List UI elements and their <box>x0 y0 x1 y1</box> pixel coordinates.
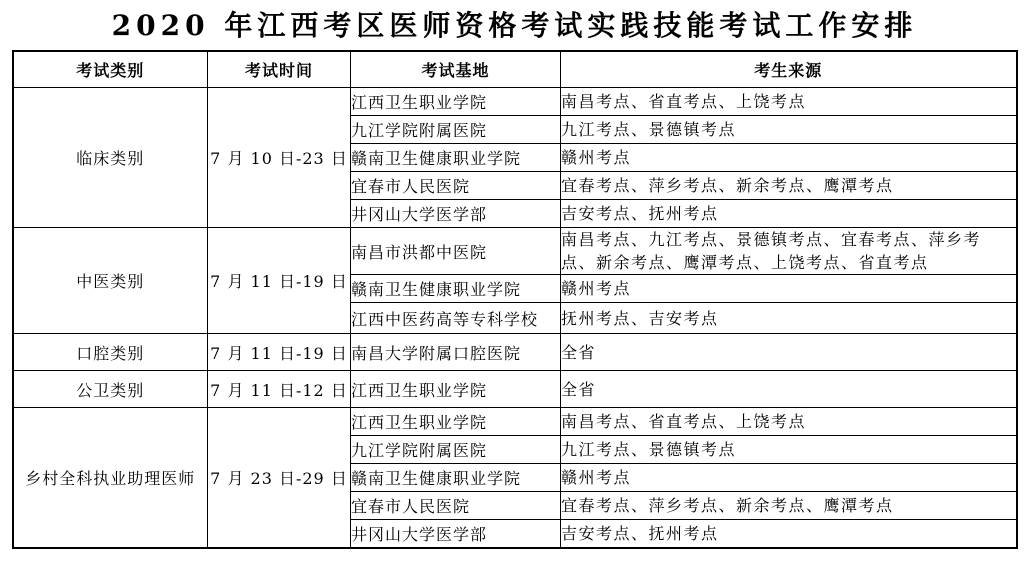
base-cell: 九江学院附属医院 <box>351 116 561 144</box>
header-row <box>13 51 1017 88</box>
table-row <box>13 408 1017 436</box>
table-row <box>13 334 1017 371</box>
exam-schedule-table <box>12 50 1018 549</box>
category-cell-dental: 口腔类别 <box>13 334 208 371</box>
base-cell: 宜春市人民医院 <box>351 172 561 200</box>
base-cell: 九江学院附属医院 <box>351 436 561 464</box>
source-cell: 宜春考点、萍乡考点、新余考点、鹰潭考点 <box>561 172 1017 200</box>
category-cell-clinical: 临床类别 <box>13 88 208 228</box>
source-cell: 宜春考点、萍乡考点、新余考点、鹰潭考点 <box>561 492 1017 520</box>
page-title: 2020 年江西考区医师资格考试实践技能考试工作安排 <box>111 9 918 42</box>
base-cell: 南昌市洪都中医院 <box>351 228 561 275</box>
source-cell: 吉安考点、抚州考点 <box>561 200 1017 228</box>
source-cell: 九江考点、景德镇考点 <box>561 436 1017 464</box>
base-cell: 江西中医药高等专科学校 <box>351 303 561 334</box>
source-cell: 南昌考点、省直考点、上饶考点 <box>561 88 1017 116</box>
source-cell: 全省 <box>561 334 1017 371</box>
time-cell-clinical: 7 月 10 日-23 日 <box>208 88 351 228</box>
base-cell: 江西卫生职业学院 <box>351 88 561 116</box>
category-cell-tcm: 中医类别 <box>13 228 208 334</box>
source-cell: 南昌考点、省直考点、上饶考点 <box>561 408 1017 436</box>
source-cell: 赣州考点 <box>561 464 1017 492</box>
source-cell: 抚州考点、吉安考点 <box>561 303 1017 334</box>
time-cell-dental: 7 月 11 日-19 日 <box>208 334 351 371</box>
base-cell: 赣南卫生健康职业学院 <box>351 144 561 172</box>
time-cell-public-health: 7 月 11 日-12 日 <box>208 371 351 408</box>
header-exam-base: 考试基地 <box>351 51 561 88</box>
header-candidate-source: 考生来源 <box>561 51 1017 88</box>
source-cell: 赣州考点 <box>561 275 1017 303</box>
base-cell: 赣南卫生健康职业学院 <box>351 275 561 303</box>
header-exam-time: 考试时间 <box>208 51 351 88</box>
source-cell: 南昌考点、九江考点、景德镇考点、宜春考点、萍乡考点、新余考点、鹰潭考点、上饶考点、省直考点 <box>561 228 1017 275</box>
source-cell: 吉安考点、抚州考点 <box>561 520 1017 548</box>
base-cell: 江西卫生职业学院 <box>351 371 561 408</box>
table-row <box>13 88 1017 116</box>
header-exam-category: 考试类别 <box>13 51 208 88</box>
base-cell: 赣南卫生健康职业学院 <box>351 464 561 492</box>
time-cell-rural-gp: 7 月 23 日-29 日 <box>208 408 351 548</box>
base-cell: 井冈山大学医学部 <box>351 520 561 548</box>
time-cell-tcm: 7 月 11 日-19 日 <box>208 228 351 334</box>
table-row <box>13 371 1017 408</box>
source-cell: 九江考点、景德镇考点 <box>561 116 1017 144</box>
category-cell-rural-gp: 乡村全科执业助理医师 <box>13 408 208 548</box>
base-cell: 井冈山大学医学部 <box>351 200 561 228</box>
source-cell: 赣州考点 <box>561 144 1017 172</box>
category-cell-public-health: 公卫类别 <box>13 371 208 408</box>
base-cell: 江西卫生职业学院 <box>351 408 561 436</box>
base-cell: 宜春市人民医院 <box>351 492 561 520</box>
source-cell: 全省 <box>561 371 1017 408</box>
base-cell: 南昌大学附属口腔医院 <box>351 334 561 371</box>
table-row <box>13 228 1017 275</box>
